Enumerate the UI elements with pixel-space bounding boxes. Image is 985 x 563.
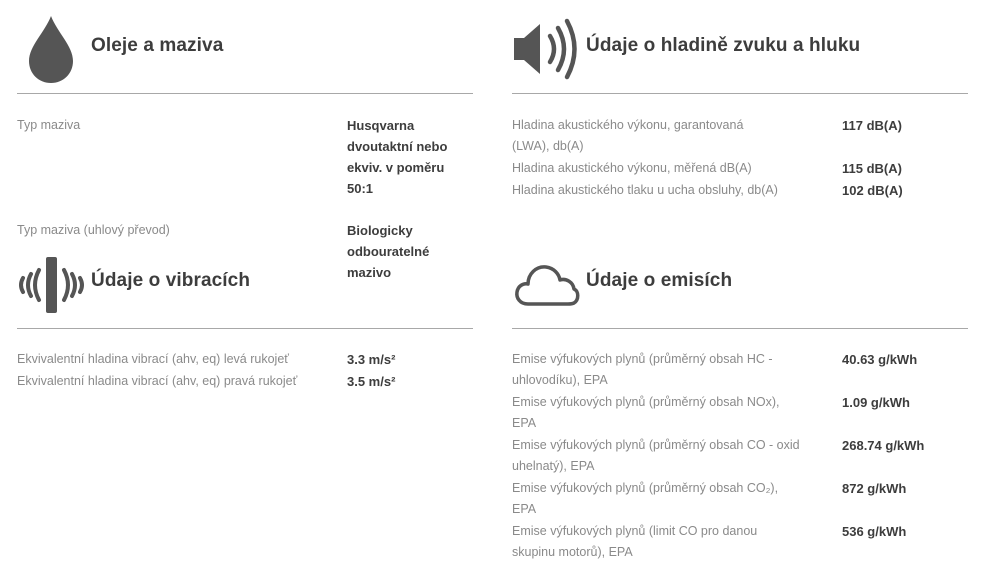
section-oils (17, 0, 473, 280)
spec-value: Husqvarna dvoutaktní nebo ekviv. v poměru 50:1 (347, 118, 448, 196)
spec-label: Emise výfukových plynů (průměrný obsah CO - oxid uhelnatý), EPA (512, 438, 800, 473)
spec-row (512, 478, 968, 520)
spec-row (512, 158, 968, 179)
section-title: Oleje a maziva (91, 35, 224, 56)
spec-label: Typ maziva (17, 118, 81, 132)
spec-label: Hladina akustického výkonu, měřená dB(A) (512, 161, 752, 175)
section-title: Údaje o vibracích (91, 270, 251, 291)
spec-value: Biologicky odbouratelné mazivo (347, 223, 430, 280)
divider (512, 328, 968, 329)
spec-label: Hladina akustického výkonu, garantovaná (LWA), db(A) (512, 118, 744, 153)
spec-value: 3.5 m/s² (347, 374, 396, 389)
divider (17, 93, 473, 94)
spec-value: 102 dB(A) (842, 183, 903, 198)
spec-value: 115 dB(A) (842, 161, 902, 176)
section-sound (512, 0, 968, 230)
spec-label: Ekvivalentní hladina vibrací (ahv, eq) levá rukojeť (17, 352, 289, 366)
spec-row (512, 115, 968, 157)
spec-label: Emise výfukových plynů (průměrný obsah HC - uhlovodíku), EPA (512, 352, 773, 387)
spec-row (512, 349, 968, 391)
droplet-icon (27, 14, 75, 89)
spec-label: Ekvivalentní hladina vibrací (ahv, eq) pravá rukojeť (17, 374, 298, 388)
cloud-icon (514, 260, 580, 313)
spec-label: Emise výfukových plynů (limit CO pro danou skupinu motorů), EPA (512, 524, 758, 559)
section-vibration (17, 240, 473, 420)
spec-row (512, 521, 968, 563)
section-title: Údaje o emisích (586, 270, 733, 291)
spec-label: Typ maziva (uhlový převod) (17, 223, 170, 237)
speaker-icon (512, 18, 582, 85)
spec-value: 268.74 g/kWh (842, 438, 925, 453)
spec-row (512, 392, 968, 434)
spec-value: 3.3 m/s² (347, 352, 396, 367)
spec-label: Emise výfukových plynů (průměrný obsah NOx), EPA (512, 395, 780, 430)
spec-value: 536 g/kWh (842, 524, 907, 539)
section-emissions (512, 240, 968, 559)
spec-value: 40.63 g/kWh (842, 352, 918, 367)
spec-list (512, 349, 968, 563)
spec-list (17, 349, 473, 392)
spec-list (512, 115, 968, 201)
spec-row (17, 349, 473, 370)
spec-row (512, 180, 968, 201)
spec-value: 117 dB(A) (842, 118, 902, 133)
spec-value: 872 g/kWh (842, 481, 907, 496)
divider (512, 93, 968, 94)
divider (17, 328, 473, 329)
section-title: Údaje o hladině zvuku a hluku (586, 35, 861, 56)
spec-label: Hladina akustického tlaku u ucha obsluhy, db(A) (512, 183, 778, 197)
spec-row (17, 371, 473, 392)
spec-row (512, 435, 968, 477)
spec-label: Emise výfukových plynů (průměrný obsah CO₂), EPA (512, 481, 779, 516)
spec-value: 1.09 g/kWh (842, 395, 910, 410)
vibration-icon (17, 256, 87, 319)
